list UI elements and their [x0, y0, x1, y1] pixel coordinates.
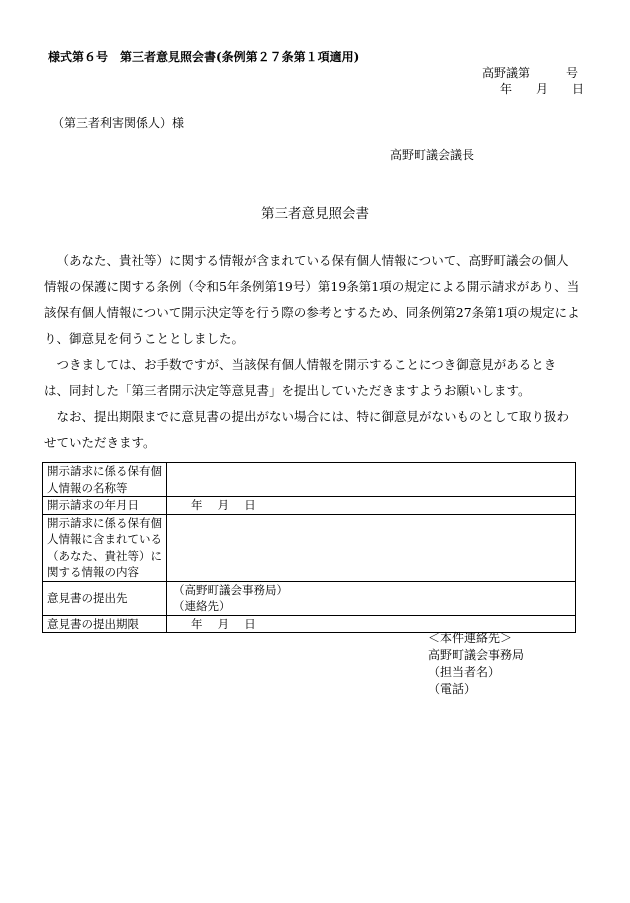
submission-office: （高野町議会事務局）: [173, 582, 288, 597]
table-row: [43, 581, 576, 615]
reference-number: 高野議第 号: [482, 66, 579, 80]
contact-person: （担当者名）: [428, 665, 501, 679]
table-label: 意見書の提出期限: [43, 615, 167, 633]
table-value: [167, 463, 576, 497]
contact-heading: ＜本件連絡先＞: [428, 631, 513, 645]
contact-office: 高野町議会事務局: [428, 648, 525, 662]
table-value: [167, 581, 576, 615]
table-value: 年 月 日: [167, 615, 576, 633]
table-label: 開示請求に係る保有個人情報に含まれている（あなた、貴社等）に関する情報の内容: [43, 514, 167, 581]
submission-contact: （連絡先）: [173, 599, 231, 613]
document-title: 第三者意見照会書: [261, 206, 369, 222]
table-row: [43, 463, 576, 497]
table-value: [167, 514, 576, 581]
form-number: 様式第６号 第三者意見照会書(条例第２７条第１項適用): [48, 50, 360, 64]
table-value: 年 月 日: [167, 497, 576, 515]
body-text: [44, 248, 580, 456]
info-table: [42, 462, 576, 633]
table-label: 開示請求の年月日: [43, 497, 167, 515]
table-row: [43, 514, 576, 581]
document-date: 年 月 日: [500, 82, 585, 96]
table-label: 意見書の提出先: [43, 581, 167, 615]
table-label: 開示請求に係る保有個人情報の名称等: [43, 463, 167, 497]
contact-phone: （電話）: [428, 682, 477, 696]
body-paragraph: （あなた、貴社等）に関する情報が含まれている保有個人情報について、高野町議会の個人情報の保護に関する条例（令和5年条例第19号）第19条第1項の規定による開示請求があり、当該保有個人情報について開示決定等を行う際の参考とするため、同条例第27条第1項の規定により、御意見を伺うこととしました。: [44, 253, 580, 346]
sender: 高野町議会議長: [390, 148, 475, 162]
body-paragraph: なお、提出期限までに意見書の提出がない場合には、特に御意見がないものとして取り扱わせていただきます。: [44, 409, 570, 450]
table-row: [43, 497, 576, 515]
contact-block: [428, 630, 524, 698]
addressee: （第三者利害関係人）様: [52, 116, 185, 130]
body-paragraph: つきましては、お手数ですが、当該保有個人情報を開示することにつき御意見があるときは、同封した「第三者開示決定等意見書」を提出していただきますようお願いします。: [44, 357, 557, 398]
